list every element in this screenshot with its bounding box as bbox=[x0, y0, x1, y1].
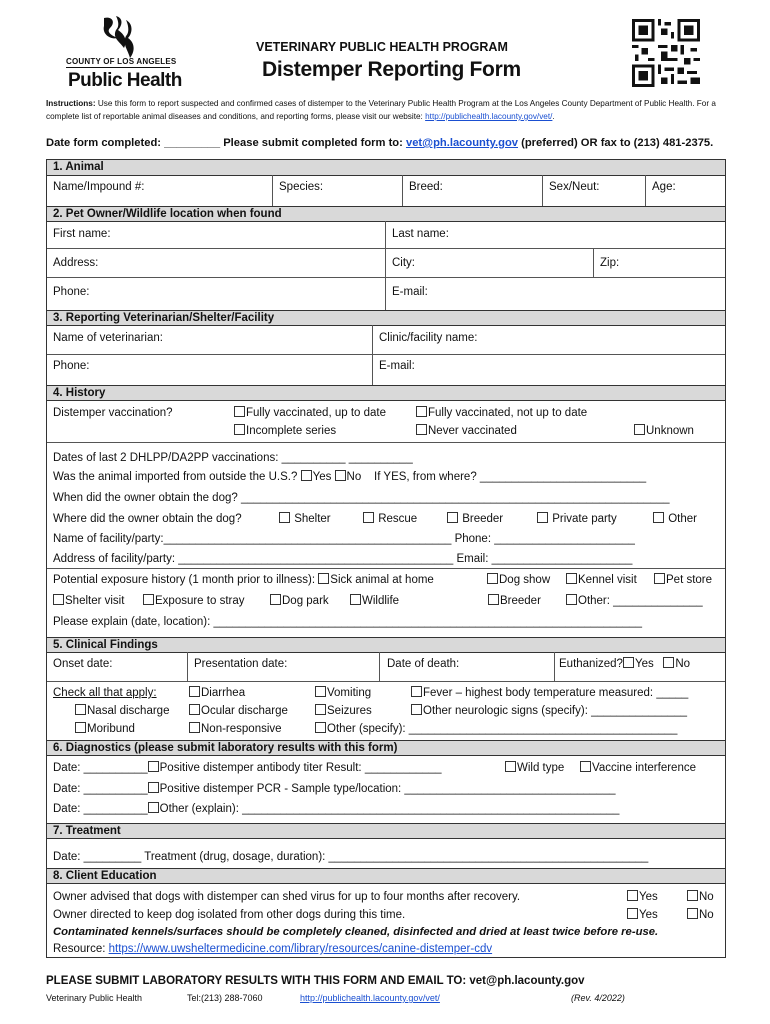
opt-dog-park[interactable] bbox=[270, 594, 329, 608]
other-diag-row[interactable] bbox=[53, 802, 619, 816]
option-label: Vomiting bbox=[327, 687, 372, 699]
checkbox[interactable] bbox=[350, 594, 361, 605]
row-divider bbox=[47, 277, 725, 278]
instructions-end: . bbox=[552, 112, 555, 121]
euthanized-question[interactable] bbox=[559, 657, 690, 671]
age-field[interactable]: Age: bbox=[652, 181, 676, 193]
opt-private-party[interactable] bbox=[537, 512, 617, 526]
zip-field[interactable]: Zip: bbox=[600, 257, 620, 269]
checkbox[interactable] bbox=[447, 512, 458, 523]
question-label: Euthanized? bbox=[559, 658, 623, 670]
option-label: Never vaccinated bbox=[428, 425, 517, 437]
checkbox[interactable] bbox=[143, 594, 154, 605]
option-label: Non-responsive bbox=[201, 723, 282, 735]
qr-code-icon[interactable] bbox=[632, 17, 700, 89]
checkbox[interactable] bbox=[75, 704, 86, 715]
checkbox[interactable] bbox=[234, 406, 245, 417]
edu2-yes[interactable] bbox=[627, 908, 658, 922]
submit-pre: Date form completed: _________ Please submit completed form to: bbox=[46, 137, 406, 149]
vet-email-field[interactable]: E-mail: bbox=[379, 360, 415, 372]
last-name-field[interactable]: Last name: bbox=[392, 228, 449, 240]
row-divider bbox=[47, 248, 725, 249]
checkbox[interactable] bbox=[53, 594, 64, 605]
question-label: Was the animal imported from outside the U.S.? bbox=[53, 471, 298, 483]
checkbox[interactable] bbox=[566, 573, 577, 584]
exposure-explain-field[interactable]: Please explain (date, location): ___________________________________________________________________ bbox=[53, 616, 642, 628]
opt-nasal-discharge[interactable] bbox=[75, 704, 169, 718]
footer-link[interactable]: http://publichealth.lacounty.gov/vet/ bbox=[300, 993, 440, 1003]
no-label: No bbox=[699, 909, 714, 921]
option-label: Exposure to stray bbox=[155, 595, 245, 607]
presentation-date-field[interactable]: Presentation date: bbox=[194, 658, 288, 670]
row-divider bbox=[47, 442, 725, 443]
option-label: Rescue bbox=[378, 513, 418, 525]
edu1-yes[interactable] bbox=[627, 890, 658, 904]
death-date-field[interactable]: Date of death: bbox=[387, 658, 460, 670]
checkbox[interactable] bbox=[687, 890, 698, 901]
education-line-1: Owner advised that dogs with distemper can shed virus for up to four months after recovery. bbox=[53, 891, 521, 903]
option-label: Dog show bbox=[499, 574, 551, 586]
option-label: Kennel visit bbox=[578, 574, 637, 586]
checkbox[interactable] bbox=[315, 686, 326, 697]
date-field[interactable]: Date: __________ bbox=[53, 783, 148, 795]
section-owner-header: 2. Pet Owner/Wildlife location when found bbox=[47, 206, 725, 222]
checkbox[interactable] bbox=[318, 573, 329, 584]
section-history-header: 4. History bbox=[47, 385, 725, 401]
facility-address-field[interactable]: Address of facility/party: ___________________________________________ Email: ______________________ bbox=[53, 553, 633, 565]
divider bbox=[402, 175, 403, 206]
no-label: No bbox=[346, 471, 362, 483]
opt-kennel-visit[interactable] bbox=[566, 573, 637, 587]
option-label: Shelter bbox=[294, 513, 331, 525]
divider bbox=[372, 325, 373, 385]
option-label: Vaccine interference bbox=[592, 762, 696, 774]
checkbox[interactable] bbox=[234, 424, 245, 435]
animal-name-field[interactable]: Name/Impound #: bbox=[53, 181, 145, 193]
imported-question[interactable] bbox=[53, 470, 646, 484]
no-label: No bbox=[675, 658, 691, 670]
option-label: Breeder bbox=[500, 595, 541, 607]
divider bbox=[187, 652, 188, 681]
footer-submit-notice: PLEASE SUBMIT LABORATORY RESULTS WITH THIS FORM AND EMAIL TO: vet@ph.lacounty.gov bbox=[46, 975, 585, 987]
divider bbox=[542, 175, 543, 206]
submit-line bbox=[46, 137, 713, 149]
instructions-text: Use this form to report suspected and confirmed cases of distemper to the Veterinary Public Health Program at the Los Angeles County Department of Public Health. For a complete list of reportable animal diseases and conditions, and reporting forms, please visit our website: bbox=[46, 99, 716, 121]
option-label: Pet store bbox=[666, 574, 713, 586]
checkbox[interactable] bbox=[411, 686, 422, 697]
pcr-row[interactable] bbox=[53, 782, 616, 796]
other-label: Other (explain): ___________________________________________________________ bbox=[159, 803, 620, 815]
opt-diarrhea[interactable] bbox=[189, 686, 245, 700]
edu1-no[interactable] bbox=[687, 890, 714, 904]
opt-incomplete-series[interactable] bbox=[234, 424, 336, 438]
checkbox[interactable] bbox=[653, 512, 664, 523]
logo-divider bbox=[66, 67, 170, 68]
opt-pet-store[interactable] bbox=[654, 573, 712, 587]
yes-label: Yes bbox=[634, 658, 654, 670]
checkbox[interactable] bbox=[416, 424, 427, 435]
opt-seizures[interactable] bbox=[315, 704, 372, 718]
onset-date-field[interactable]: Onset date: bbox=[53, 658, 113, 670]
opt-moribund[interactable] bbox=[75, 722, 135, 736]
breed-field[interactable]: Breed: bbox=[409, 181, 443, 193]
edu2-no[interactable] bbox=[687, 908, 714, 922]
checkbox[interactable] bbox=[505, 761, 516, 772]
date-field[interactable]: Date: __________ bbox=[53, 803, 148, 815]
opt-other-exposure[interactable] bbox=[566, 594, 703, 608]
checkbox[interactable] bbox=[488, 594, 499, 605]
checkbox[interactable] bbox=[189, 704, 200, 715]
city-field[interactable]: City: bbox=[392, 257, 415, 269]
facility-name-field[interactable]: Name of facility/party:_____________________________________________ Phone: ______________________ bbox=[53, 533, 635, 545]
opt-shelter-visit[interactable] bbox=[53, 594, 124, 608]
opt-fully-up-to-date[interactable] bbox=[234, 406, 386, 420]
section-animal-header: 1. Animal bbox=[47, 160, 725, 176]
option-label: Incomplete series bbox=[246, 425, 337, 437]
checkbox[interactable] bbox=[537, 512, 548, 523]
checkbox[interactable] bbox=[315, 722, 326, 733]
checkbox[interactable] bbox=[75, 722, 86, 733]
option-label: Unknown bbox=[646, 425, 694, 437]
opt-vaccine-interference[interactable] bbox=[580, 761, 696, 775]
opt-other-specify[interactable] bbox=[315, 722, 677, 736]
county-seal-logo bbox=[98, 14, 138, 60]
yes-label: Yes bbox=[312, 471, 332, 483]
owner-phone-field[interactable]: Phone: bbox=[53, 286, 90, 298]
divider bbox=[379, 652, 380, 681]
option-label: Dog park bbox=[282, 595, 329, 607]
checkbox[interactable] bbox=[487, 573, 498, 584]
exposure-label: Potential exposure history (1 month prior to illness): bbox=[53, 574, 316, 586]
checkbox[interactable] bbox=[189, 686, 200, 697]
treatment-field[interactable]: Date: _________ Treatment (drug, dosage, duration): __________________________________________________ bbox=[53, 851, 649, 863]
option-label: Fully vaccinated, up to date bbox=[246, 407, 386, 419]
vet-name-field[interactable]: Name of veterinarian: bbox=[53, 332, 163, 344]
option-label: Sick animal at home bbox=[330, 574, 434, 586]
checkbox[interactable] bbox=[416, 406, 427, 417]
submit-email-link[interactable]: vet@ph.lacounty.gov bbox=[405, 137, 519, 149]
opt-wildlife[interactable] bbox=[350, 594, 399, 608]
opt-rescue[interactable] bbox=[363, 512, 417, 526]
row-divider bbox=[47, 681, 725, 682]
option-label: Other: ______________ bbox=[578, 595, 703, 607]
option-label: Fully vaccinated, not up to date bbox=[428, 407, 588, 419]
resource-link[interactable]: https://www.uwsheltermedicine.com/library/resources/canine-distemper-cdv bbox=[108, 943, 493, 955]
row-divider bbox=[47, 354, 725, 355]
checkbox[interactable] bbox=[148, 761, 159, 772]
website-link[interactable]: http://publichealth.lacounty.gov/vet/ bbox=[425, 112, 553, 121]
option-label: Shelter visit bbox=[65, 595, 125, 607]
divider bbox=[272, 175, 273, 206]
org-name: Public Health bbox=[68, 70, 182, 91]
checkbox[interactable] bbox=[411, 704, 422, 715]
checkbox[interactable] bbox=[634, 424, 645, 435]
address-field[interactable]: Address: bbox=[53, 257, 99, 269]
checkbox[interactable] bbox=[270, 594, 281, 605]
checkbox[interactable] bbox=[335, 470, 346, 481]
checkbox[interactable] bbox=[189, 722, 200, 733]
section-education-header: 8. Client Education bbox=[47, 868, 725, 884]
species-field[interactable]: Species: bbox=[279, 181, 324, 193]
obtained-where-label: Where did the owner obtain the dog? bbox=[53, 513, 242, 525]
checkbox[interactable] bbox=[623, 657, 634, 668]
opt-breeder-exposure[interactable] bbox=[488, 594, 541, 608]
checkbox[interactable] bbox=[654, 573, 665, 584]
checkbox[interactable] bbox=[148, 802, 159, 813]
row-divider bbox=[47, 568, 725, 569]
footer-org: Veterinary Public Health bbox=[46, 993, 143, 1003]
first-name-field[interactable]: First name: bbox=[53, 228, 111, 240]
opt-ocular-discharge[interactable] bbox=[189, 704, 288, 718]
opt-wild-type[interactable] bbox=[505, 761, 564, 775]
import-origin-field[interactable]: If YES, from where? __________________________ bbox=[374, 471, 647, 483]
section-vet-header: 3. Reporting Veterinarian/Shelter/Facility bbox=[47, 310, 725, 326]
checkbox[interactable] bbox=[301, 470, 312, 481]
page-title: Distemper Reporting Form bbox=[262, 58, 521, 81]
section-clinical-header: 5. Clinical Findings bbox=[47, 637, 725, 653]
opt-dog-show[interactable] bbox=[487, 573, 550, 587]
instructions bbox=[46, 97, 726, 123]
date-field[interactable]: Date: __________ bbox=[53, 762, 148, 774]
county-name: COUNTY OF LOS ANGELES bbox=[66, 57, 177, 66]
footer-tel: Tel:(213) 288-7060 bbox=[187, 993, 263, 1003]
opt-fever[interactable] bbox=[411, 686, 688, 700]
option-label: Fever – highest body temperature measured: _____ bbox=[423, 687, 689, 699]
owner-email-field[interactable]: E-mail: bbox=[392, 286, 428, 298]
checkbox[interactable] bbox=[687, 908, 698, 919]
titer-label: Positive distemper antibody titer Result: ____________ bbox=[159, 762, 442, 774]
divider bbox=[554, 652, 555, 681]
titer-row[interactable] bbox=[53, 761, 442, 775]
reporting-form bbox=[46, 159, 726, 958]
opt-unknown[interactable] bbox=[634, 424, 694, 438]
opt-vomiting[interactable] bbox=[315, 686, 371, 700]
checkbox[interactable] bbox=[363, 512, 374, 523]
divider bbox=[645, 175, 646, 206]
checkbox[interactable] bbox=[580, 761, 591, 772]
checkbox[interactable] bbox=[148, 782, 159, 793]
vet-phone-field[interactable]: Phone: bbox=[53, 360, 90, 372]
opt-non-responsive[interactable] bbox=[189, 722, 282, 736]
opt-other-neuro[interactable] bbox=[411, 704, 687, 718]
sex-field[interactable]: Sex/Neut: bbox=[549, 181, 600, 193]
section-treatment-header: 7. Treatment bbox=[47, 823, 725, 839]
checkbox[interactable] bbox=[315, 704, 326, 715]
submit-post: (preferred) OR fax to (213) 481-2375. bbox=[518, 137, 714, 149]
option-label: Ocular discharge bbox=[201, 705, 288, 717]
option-label: Nasal discharge bbox=[87, 705, 170, 717]
option-label: Wild type bbox=[517, 762, 565, 774]
clinic-name-field[interactable]: Clinic/facility name: bbox=[379, 332, 478, 344]
opt-fully-not-up-to-date[interactable] bbox=[416, 406, 587, 420]
divider bbox=[385, 221, 386, 310]
opt-other[interactable] bbox=[653, 512, 697, 526]
vaccination-dates-field[interactable]: Dates of last 2 DHLPP/DA2PP vaccinations: __________ __________ bbox=[53, 452, 413, 464]
option-label: Other (specify): __________________________________________ bbox=[327, 723, 678, 735]
option-label: Other neurologic signs (specify): _______________ bbox=[423, 705, 688, 717]
instructions-label: Instructions: bbox=[46, 99, 96, 108]
obtained-when-field[interactable]: When did the owner obtain the dog? ___________________________________________________________________ bbox=[53, 492, 670, 504]
education-line-2: Owner directed to keep dog isolated from other dogs during this time. bbox=[53, 909, 406, 921]
checkbox[interactable] bbox=[566, 594, 577, 605]
resource-label: Resource: bbox=[53, 943, 109, 955]
no-label: No bbox=[699, 891, 714, 903]
option-label: Moribund bbox=[87, 723, 135, 735]
opt-shelter[interactable] bbox=[279, 512, 331, 526]
cleaning-warning: Contaminated kennels/surfaces should be completely cleaned, disinfected and dried at least twice before re-use. bbox=[53, 926, 659, 938]
section-diagnostics-header: 6. Diagnostics (please submit laboratory results with this form) bbox=[47, 740, 725, 756]
checkbox[interactable] bbox=[627, 890, 638, 901]
option-label: Diarrhea bbox=[201, 687, 246, 699]
option-label: Breeder bbox=[462, 513, 504, 525]
option-label: Private party bbox=[552, 513, 617, 525]
option-label: Seizures bbox=[327, 705, 372, 717]
opt-never-vaccinated[interactable] bbox=[416, 424, 517, 438]
checkbox[interactable] bbox=[663, 657, 674, 668]
program-name: VETERINARY PUBLIC HEALTH PROGRAM bbox=[256, 40, 508, 54]
option-label: Wildlife bbox=[362, 595, 400, 607]
checkbox[interactable] bbox=[279, 512, 290, 523]
option-label: Other bbox=[668, 513, 697, 525]
exposure-row-1[interactable] bbox=[53, 573, 434, 587]
check-all-label: Check all that apply: bbox=[53, 687, 157, 699]
yes-label: Yes bbox=[639, 891, 658, 903]
resource-line bbox=[53, 942, 492, 956]
divider bbox=[593, 248, 594, 277]
pcr-label: Positive distemper PCR - Sample type/location: _________________________________ bbox=[159, 783, 616, 795]
opt-exposure-stray[interactable] bbox=[143, 594, 244, 608]
vaccination-label: Distemper vaccination? bbox=[53, 407, 173, 419]
yes-label: Yes bbox=[639, 909, 658, 921]
footer-revision: (Rev. 4/2022) bbox=[571, 993, 625, 1003]
checkbox[interactable] bbox=[627, 908, 638, 919]
opt-breeder[interactable] bbox=[447, 512, 503, 526]
